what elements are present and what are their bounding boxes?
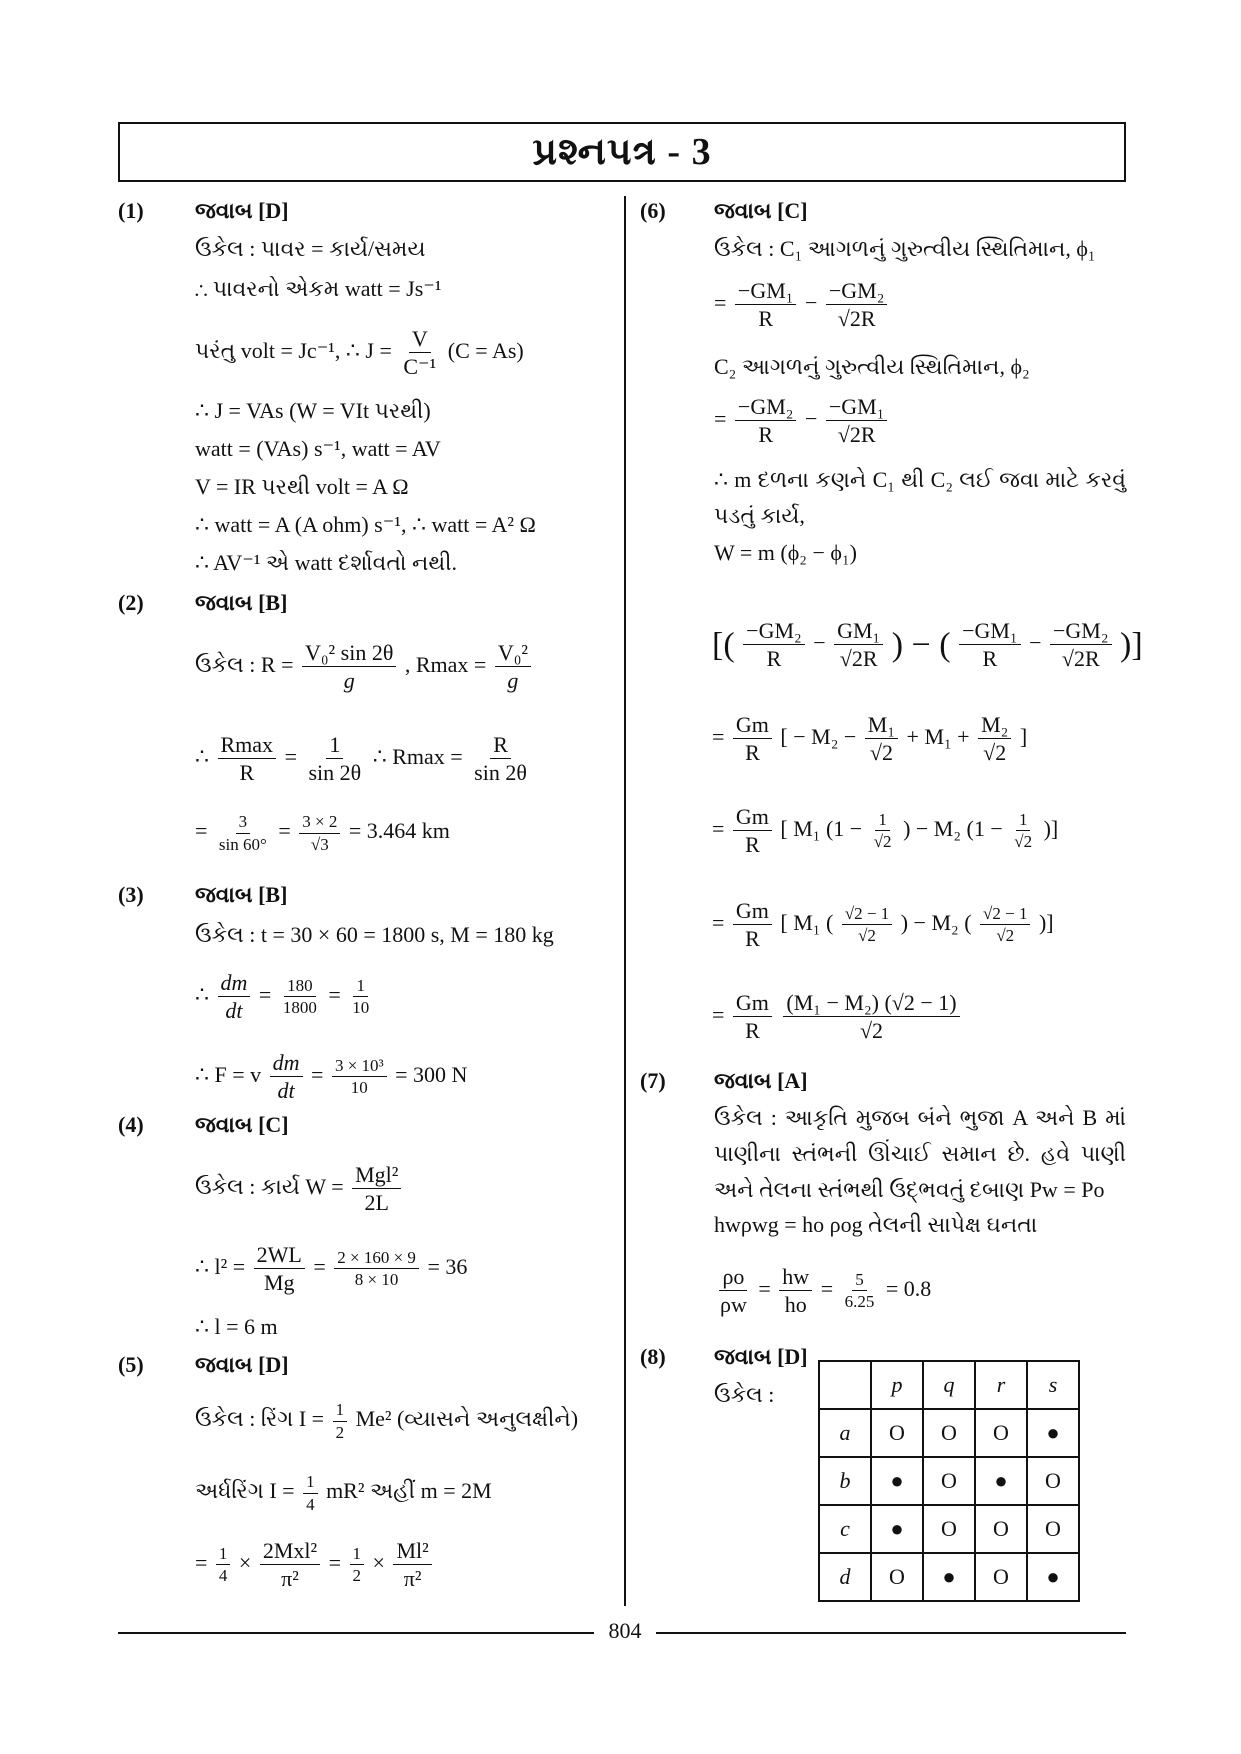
q1-line-3-text: પરંતુ volt = Jc⁻¹, ∴ J = [195,337,392,363]
numerator: 2 × 160 × 9 [334,1248,419,1270]
fraction [826,278,888,332]
q6-line-5: ∴ m દળના કણને C₁ થી C₂ લઈ જવા માટે કરવું પડતું કાર્ય, [714,467,1126,528]
text: [ M₁ (1 − [780,815,863,841]
numerator: GM₁ [834,618,883,645]
denominator: R [766,646,782,672]
denominator: R [758,306,774,332]
denominator: ρw [720,1292,747,1318]
denominator: sin 2θ [308,760,362,786]
denominator: √2 [858,926,876,946]
fraction [349,976,372,1018]
q6-line-3: C₂ આગળનું ગુરુત્વીય સ્થિતિમાન, ϕ₂ [714,354,1030,379]
text: − [813,629,826,655]
fraction [733,804,772,858]
q1-line-7: ∴ watt = A (A ohm) s⁻¹, ∴ watt = A² Ω [195,512,536,537]
q6-expr-2 [712,712,1027,766]
fraction [303,1472,318,1514]
numerator: V₀² sin 2θ [302,640,396,667]
numerator: 1 [875,810,890,832]
answer-4: જવાબ [C] [195,1112,289,1137]
q2-line-1 [195,640,534,694]
question-number-6: (6) [640,198,666,223]
text: ઉકેલ : રિંગ I = [195,1406,325,1432]
numerator: 1 [353,976,368,998]
text: ઉકેલ : R = [195,651,294,677]
grid-cell: ● [923,1553,975,1601]
grid-col-header: r [975,1361,1027,1409]
text: ∴ [195,743,209,769]
numerator: Mgl² [352,1162,401,1189]
numerator: −GM₂ [735,394,797,421]
denominator: 4 [218,1566,228,1586]
q6-line-2 [714,278,890,332]
denominator: √2R [839,646,878,672]
fraction [302,640,396,694]
fraction [842,904,892,946]
bracket: ) − ( [891,626,951,664]
text: અર્ધરિંગ I = [195,1478,295,1504]
numerator: 5 [852,1270,867,1292]
answer-3: જવાબ [B] [195,882,288,907]
fraction [350,1544,365,1586]
answer-2: જવાબ [B] [195,590,288,615]
numerator: √2 − 1 [980,904,1030,926]
question-number-8: (8) [640,1344,666,1369]
text: = [195,1549,208,1575]
text: = 300 N [395,1061,468,1087]
denominator: dt [225,998,243,1024]
grid-cell: ● [975,1457,1027,1505]
question-number-2: (2) [118,590,144,615]
q6-expr-5 [712,990,963,1044]
answer-8: જવાબ [D] [714,1344,808,1369]
fraction [1050,618,1112,672]
footer-rule-left [118,1632,594,1634]
question-number-3: (3) [118,882,144,907]
text: × [372,1549,385,1575]
denominator: R [239,760,255,786]
grid-row [819,1505,1079,1553]
numerator: 1 [303,1472,318,1494]
grid-header-row [819,1361,1079,1409]
fraction [471,732,530,786]
numerator: ρo [719,1264,747,1291]
text: = [313,1253,326,1279]
numerator: R [490,732,511,759]
numerator: 1 [350,1544,365,1566]
denominator: √2 [996,926,1015,946]
fraction [735,278,797,332]
denominator: R [745,832,760,858]
q6-line-6: W = m (ϕ₂ − ϕ₁) [714,540,857,565]
q6-line-4 [714,394,890,448]
q4-line-2 [195,1242,467,1296]
text: = [820,1275,834,1301]
numerator: V₀² [495,640,531,667]
fraction [733,898,772,952]
numerator: Gm [733,712,772,739]
text: = [311,1061,324,1087]
numerator: M₁ [865,712,898,739]
text: , Rmax = [404,651,487,677]
fraction [280,976,320,1018]
numerator: 1 [333,1400,348,1422]
text: = [284,743,297,769]
numerator: 3 × 10³ [332,1056,387,1078]
question-number-5: (5) [118,1352,144,1377]
denominator: π² [281,1566,299,1592]
grid-row [819,1457,1079,1505]
text: = [195,818,208,844]
text: = [758,1275,771,1301]
denominator: 1800 [282,998,317,1018]
page-title-box [118,122,1126,182]
text: = [714,289,727,315]
numerator: M₂ [978,712,1011,739]
grid-cell: O [923,1505,975,1553]
question-number-1: (1) [118,198,144,223]
q1-line-3 [195,326,524,380]
denominator: 10 [350,1078,368,1098]
numerator: −GM₂ [826,278,888,305]
numerator: −GM₁ [826,394,888,421]
q4-line-1 [195,1162,404,1216]
numerator: 1 [326,732,343,759]
text: = [258,981,272,1007]
text: × [238,1549,252,1575]
fraction [779,1264,812,1318]
numerator: dm [270,1050,303,1077]
grid-cell: O [871,1553,923,1601]
q1-line-4: ∴ J = VAs (W = VIt પરથી) [195,398,431,423]
q5-line-1 [195,1400,578,1442]
grid-row [819,1409,1079,1457]
page-title: પ્રશ્નપત્ર - 3 [532,131,712,173]
text: ∴ Rmax = [372,743,463,769]
text: + M₁ + [906,723,970,749]
numerator: −GM₂ [743,618,805,645]
question-number-7: (7) [640,1068,666,1093]
q7-line-3 [714,1264,931,1318]
fraction [717,1264,750,1318]
text: = 36 [427,1253,468,1279]
denominator: R [745,926,760,952]
q1-line-2: ∴ પાવરનો એકમ watt = Js⁻¹ [195,276,442,301]
fraction [1011,810,1035,852]
q1-line-1: ઉકેલ : પાવર = કાર્ય/સમય [195,236,426,261]
numerator: 2WL [254,1242,305,1269]
numerator: −GM₁ [735,278,797,305]
answer-6: જવાબ [C] [714,198,808,223]
fraction [393,1538,431,1592]
denominator: C⁻¹ [403,354,437,380]
grid-row-header: d [819,1553,871,1601]
q6-expr-3 [712,804,1058,858]
denominator: π² [403,1566,422,1592]
text: ) − M₂ ( [900,909,972,935]
q6-expr-4 [712,898,1054,952]
q3-line-1: ઉકેલ : t = 30 × 60 = 1800 s, M = 180 kg [195,922,554,947]
text: = 3.464 km [348,818,450,844]
text: ) − M₂ (1 − [903,815,1003,841]
fraction [743,618,805,672]
grid-cell: O [975,1505,1027,1553]
denominator: √2R [837,306,876,332]
denominator: √2R [1061,646,1100,672]
text: ઉકેલ : કાર્ય W = [195,1173,344,1199]
fraction [834,618,883,672]
fraction [270,1050,303,1104]
text: Me² (વ્યાસને અનુલક્ષીને) [355,1406,579,1432]
text: )] [1043,815,1059,841]
q7-paragraph: ઉકેલ : આકૃતિ મુજબ બંને ભુજા A અને B માં પાણીના સ્તંભની ઊંચાઈ સમાન છે. હવે પાણી અને તેલના સ્તંભથી ઉદ્ભવતું દબાણ Pw = Po [714,1105,1126,1202]
numerator: Gm [733,990,772,1017]
numerator: hw [779,1264,812,1291]
grid-col-header: p [871,1361,923,1409]
grid-cell: O [975,1409,1027,1457]
denominator: √2R [837,422,876,448]
fraction [254,1242,305,1296]
grid-cell: ● [871,1505,923,1553]
grid-cell: ● [871,1457,923,1505]
grid-row [819,1553,1079,1601]
q2-line-2 [195,732,533,786]
text: = [712,1001,725,1027]
fraction [334,1248,419,1290]
text: ∴ [195,981,209,1007]
fraction [332,1056,387,1098]
fraction [978,712,1011,766]
fraction [218,732,277,786]
denominator: Mg [263,1270,295,1296]
denominator: 2L [364,1190,389,1216]
fraction [980,904,1030,946]
grid-row-header: b [819,1457,871,1505]
q7-line-2: hwρwg = ho ρog તેલની સાપેક્ષ ઘનતા [714,1212,1038,1237]
grid-cell: ● [1027,1409,1079,1457]
grid-row-header: a [819,1409,871,1457]
fraction [733,712,772,766]
fraction [733,990,772,1044]
grid-cell: O [975,1553,1027,1601]
grid-cell: O [923,1457,975,1505]
fraction [305,732,364,786]
text: − [804,289,818,315]
text: − [1029,629,1042,655]
denominator: R [982,646,998,672]
numerator: 2Mxl² [260,1538,320,1565]
fraction [783,990,959,1044]
numerator: 1 [1016,810,1031,832]
denominator: √2 [873,832,892,852]
fraction [333,1400,348,1442]
text: )] [1038,909,1054,935]
text: = [328,981,341,1007]
grid-col-header: q [923,1361,975,1409]
numerator: −GM₁ [959,618,1021,645]
q6-expr-1 [712,618,1143,672]
numerator: Gm [733,804,772,831]
text: = [714,405,727,431]
fraction [871,810,895,852]
fraction [826,394,888,448]
text: = [278,818,291,844]
numerator: V [409,326,431,353]
grid-cell: ● [1027,1553,1079,1601]
numerator: 1 [216,1544,231,1566]
page-number: 804 [608,1618,642,1643]
q5-line-2 [195,1472,492,1514]
denominator: 10 [352,998,370,1018]
numerator: −GM₂ [1050,618,1112,645]
answer-1: જવાબ [D] [195,198,289,223]
fraction [216,1544,231,1586]
denominator: √2 [859,1018,884,1044]
text: = [712,815,725,841]
q1-line-8: ∴ AV⁻¹ એ watt દર્શાવતો નથી. [195,550,458,575]
numerator: dm [218,970,251,997]
denominator: sin 60° [218,834,267,854]
denominator: 2 [352,1566,362,1586]
grid-corner [819,1361,871,1409]
fraction [352,1162,401,1216]
denominator: √3 [310,834,329,854]
text: = 0.8 [885,1275,932,1301]
fraction [959,618,1021,672]
fraction [216,812,270,854]
fraction [735,394,797,448]
denominator: 2 [335,1422,345,1442]
text: [ − M₂ − [780,723,857,749]
text: = [328,1549,342,1575]
denominator: 4 [306,1494,315,1514]
denominator: 8 × 10 [354,1270,399,1290]
q3-line-3 [195,1050,467,1104]
denominator: 6.25 [844,1292,875,1312]
q3-line-2 [195,970,375,1024]
numerator: √2 − 1 [842,904,892,926]
fraction [299,812,340,854]
grid-row-header: c [819,1505,871,1553]
denominator: √2 [869,740,893,766]
numerator: 180 [284,976,316,998]
denominator: ho [784,1292,807,1318]
answer-5: જવાબ [D] [195,1352,289,1377]
numerator: 3 [236,812,251,834]
fraction [260,1538,320,1592]
fraction [218,970,251,1024]
numerator: 3 × 2 [299,812,340,834]
match-grid [818,1360,1080,1602]
column-divider [624,196,626,1606]
q1-line-3-note: (C = As) [447,337,524,363]
grid-cell: O [1027,1505,1079,1553]
denominator: √2 [1014,832,1033,852]
footer-rule-right [656,1632,1126,1634]
denominator: R [758,422,774,448]
denominator: sin 2θ [474,760,527,786]
q2-line-3 [195,812,450,854]
numerator: (M₁ − M₂) (√2 − 1) [783,990,959,1017]
numerator: Rmax [218,732,277,759]
text: − [804,405,818,431]
q1-line-5: watt = (VAs) s⁻¹, watt = AV [195,436,441,461]
text: [ M₁ ( [780,909,834,935]
text: mR² અહીં m = 2M [326,1478,492,1504]
text: = [712,909,725,935]
text: ∴ F = v [195,1061,262,1087]
numerator: Gm [733,898,772,925]
text: ] [1019,723,1028,749]
denominator: R [745,740,760,766]
q1-line-6: V = IR પરથી volt = A Ω [195,474,409,499]
q6-line-1: ઉકેલ : C₁ આગળનું ગુરુત્વીય સ્થિતિમાન, ϕ₁ [714,236,1096,261]
grid-cell: O [1027,1457,1079,1505]
answer-7: જવાબ [A] [714,1068,808,1093]
denominator: g [507,668,519,694]
q5-line-3 [195,1538,435,1592]
fraction [865,712,898,766]
denominator: dt [277,1078,295,1104]
denominator: g [343,668,355,694]
q4-line-3: ∴ l = 6 m [195,1314,278,1339]
q1-fraction [400,326,439,380]
grid-cell: O [923,1409,975,1457]
denominator: R [745,1018,760,1044]
q8-solution-label: ઉકેલ : [714,1382,775,1407]
numerator: Ml² [393,1538,431,1565]
grid-col-header: s [1027,1361,1079,1409]
text: ∴ l² = [195,1253,246,1279]
text: = [712,723,725,749]
fraction [842,1270,878,1312]
grid-cell: O [871,1409,923,1457]
fraction [495,640,531,694]
bracket: )] [1120,626,1143,664]
denominator: √2 [983,740,1007,766]
question-number-4: (4) [118,1112,144,1137]
bracket: [( [712,626,735,664]
